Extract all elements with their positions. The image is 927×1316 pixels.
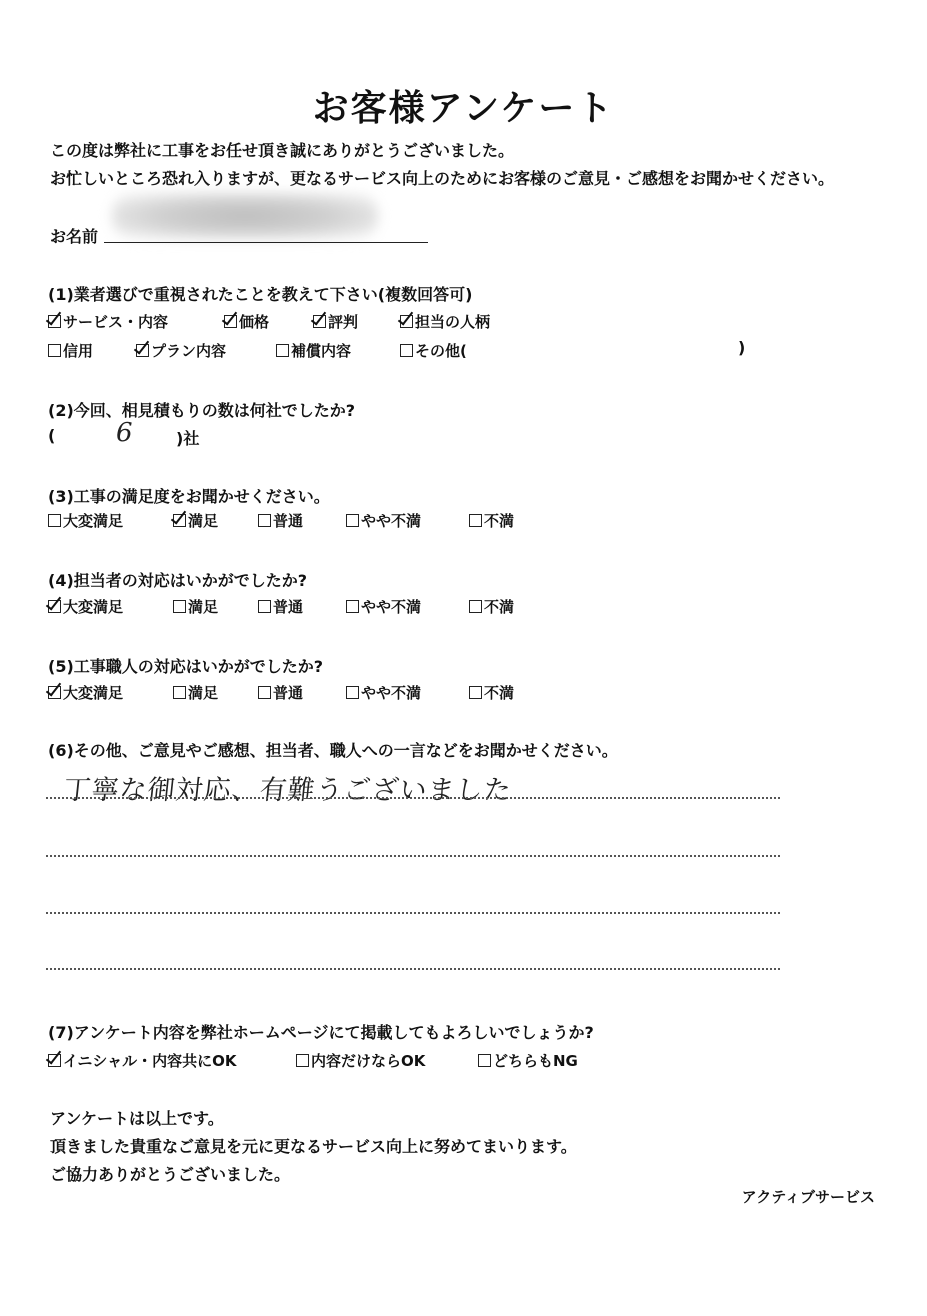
checkbox-icon (276, 344, 289, 357)
checkbox-icon (478, 1054, 491, 1067)
comment-line (46, 912, 780, 914)
redacted-name (112, 193, 378, 239)
q3-option: 満足 (173, 510, 218, 531)
q5-option: 普通 (258, 682, 303, 703)
checkbox-icon (48, 514, 61, 527)
q5-option: 大変満足 (48, 682, 123, 703)
q1-option: その他( (400, 340, 467, 361)
q3-option: 大変満足 (48, 510, 123, 531)
comment-line (46, 968, 780, 970)
checkbox-icon (48, 315, 61, 328)
intro-line-2: お忙しいところ恐れ入りますが、更なるサービス向上のためにお客様のご意見・ご感想をお聞かせください。 (50, 169, 835, 188)
q1-option: プラン内容 (136, 340, 226, 361)
q3-option: 普通 (258, 510, 303, 531)
checkbox-icon (313, 315, 326, 328)
checkbox-icon (48, 344, 61, 357)
company-name: アクティブサービス (741, 1188, 875, 1206)
q7-option: イニシャル・内容共にOK (48, 1050, 236, 1071)
q3-question: (3)工事の満足度をお聞かせください。 (48, 487, 330, 506)
q1-option: 担当の人柄 (400, 311, 490, 332)
q1-option: 信用 (48, 340, 93, 361)
name-label: お名前 (50, 227, 99, 246)
q6-handwritten-comment: 丁寧な御対応、有難うございました (62, 775, 514, 806)
q7-question: (7)アンケート内容を弊社ホームページにて掲載してもよろしいでしょうか? (48, 1023, 594, 1042)
comment-line (46, 797, 780, 799)
q1-option: 評判 (313, 311, 358, 332)
q3-option: やや不満 (346, 510, 421, 531)
checkbox-icon (469, 686, 482, 699)
checkbox-icon (173, 686, 186, 699)
q7-option: どちらもNG (478, 1050, 578, 1071)
checkbox-icon (469, 600, 482, 613)
checkbox-icon (48, 686, 61, 699)
q2-open-paren: ( (48, 426, 56, 445)
q4-option: 普通 (258, 596, 303, 617)
checkbox-icon (346, 600, 359, 613)
q1-option: サービス・内容 (48, 311, 168, 332)
q1-question: (1)業者選びで重視されたことを教えて下さい(複数回答可) (48, 285, 473, 304)
q4-option: 満足 (173, 596, 218, 617)
q6-question: (6)その他、ご意見やご感想、担当者、職人への一言などをお聞かせください。 (48, 741, 618, 760)
q1-other-close-paren: ) (738, 338, 746, 357)
q5-option: 満足 (173, 682, 218, 703)
q2-suffix: )社 (176, 429, 200, 448)
q5-option: やや不満 (346, 682, 421, 703)
q2-question: (2)今回、相見積もりの数は何社でしたか? (48, 401, 356, 420)
checkbox-icon (48, 600, 61, 613)
q3-option: 不満 (469, 510, 514, 531)
checkbox-icon (258, 686, 271, 699)
intro-line-1: この度は弊社に工事をお任せ頂き誠にありがとうございました。 (50, 141, 515, 160)
checkbox-icon (400, 315, 413, 328)
closing-line-1: アンケートは以上です。 (50, 1109, 224, 1128)
checkbox-icon (173, 514, 186, 527)
comment-line (46, 855, 780, 857)
q5-question: (5)工事職人の対応はいかがでしたか? (48, 657, 324, 676)
checkbox-icon (48, 1054, 61, 1067)
q4-option: やや不満 (346, 596, 421, 617)
page-title: お客様アンケート (312, 88, 615, 129)
checkbox-icon (136, 344, 149, 357)
checkbox-icon (258, 600, 271, 613)
closing-line-2: 頂きました貴重なご意見を元に更なるサービス向上に努めてまいります。 (50, 1137, 577, 1156)
q7-option: 内容だけならOK (296, 1050, 425, 1071)
checkbox-icon (224, 315, 237, 328)
checkbox-icon (400, 344, 413, 357)
q1-option: 補償内容 (276, 340, 351, 361)
checkbox-icon (469, 514, 482, 527)
q4-option: 不満 (469, 596, 514, 617)
q5-option: 不満 (469, 682, 514, 703)
name-underline (104, 242, 428, 243)
checkbox-icon (346, 514, 359, 527)
checkbox-icon (346, 686, 359, 699)
closing-line-3: ご協力ありがとうございました。 (50, 1165, 291, 1184)
q4-question: (4)担当者の対応はいかがでしたか? (48, 571, 308, 590)
q4-option: 大変満足 (48, 596, 123, 617)
q1-option: 価格 (224, 311, 269, 332)
checkbox-icon (173, 600, 186, 613)
q2-answer: 6 (116, 418, 133, 448)
checkbox-icon (258, 514, 271, 527)
checkbox-icon (296, 1054, 309, 1067)
